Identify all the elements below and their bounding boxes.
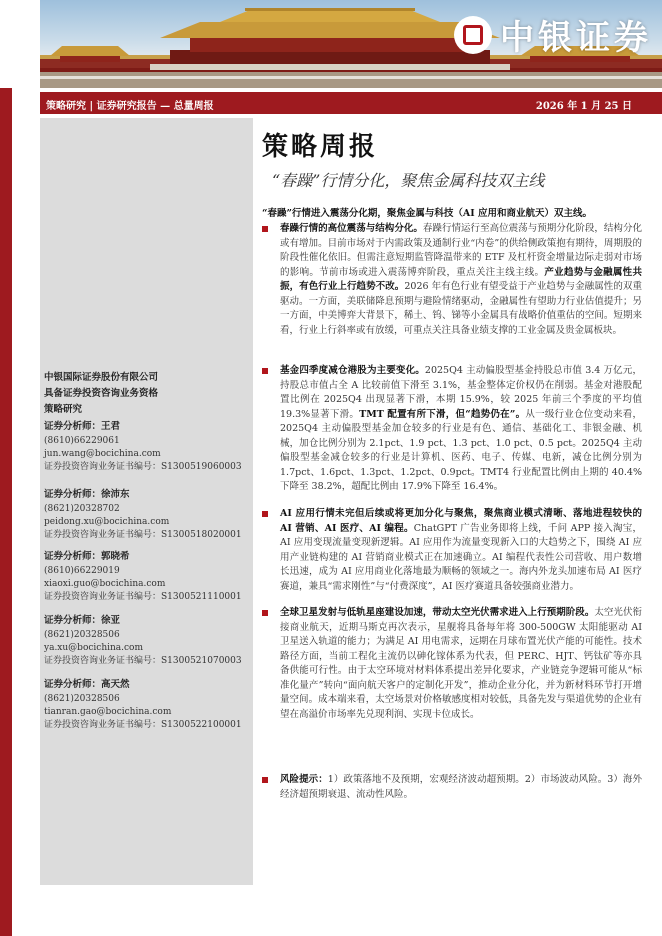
analyst-name: 证券分析师：徐亚 [44, 615, 121, 626]
analyst-name: 证券分析师：徐沛东 [44, 489, 130, 500]
top-left-blank [0, 0, 40, 88]
analyst-card [44, 488, 242, 542]
bullet-subheading: 产业趋势与金融属性共振，有色行业上行趋势不改。 [280, 266, 642, 292]
analyst-name: 证券分析师：王君 [44, 421, 121, 432]
report-title: 策略周报 [262, 132, 379, 162]
report-summary: “春躁”行情进入震荡分化期，聚焦金属与科技（AI 应用和商业航天）双主线。 [262, 208, 593, 219]
analyst-phone: (8610)66229061 [44, 436, 120, 446]
bullet-text: 2025Q4 主动偏股型基金持股总市值 3.4 万亿元，持股总市值占全 A 比较前值下滑至 3.1%，基金整体定价权仍在削弱。基金对港股配置比例在 2025Q4 出现显著下滑，本期 15.9%，较 2025 年前三个季度的平均值 19.3%显著下滑。 [280, 365, 642, 420]
bullet-square-icon [262, 777, 268, 783]
analyst-cert: 证券投资咨询业务证书编号：S1300521070003 [44, 656, 242, 666]
bullet-text: ChatGPT 广告业务即将上线，千问 APP 接入淘宝，AI 应用变现流量变现新逻辑。AI 应用作为流量变现新入口的大趋势之下，围绕 AI 应用产业链构建的 AI 营销商业模式正在加速确立。AI 编程代表性公司营收、用户数增长迅速，成为 AI 应用商业化落地最为顺畅的领域之一。海内外龙头加速布局 AI 医疗赛道，兼具“需求刚性”与“付费深度”，AI 医疗赛道具备较强商业潜力。 [280, 522, 642, 592]
analyst-card [44, 420, 242, 474]
sidebar [40, 118, 253, 885]
bullet-text-2: 2026 年有色行业有望受益于产业趋势与金融属性的双重驱动。一方面，美联储降息预期与避险情绪驱动，金融属性有望助力行业估值提升；另一方面，中美博弈大背景下，稀土、钨、锑等小金属具有战略价值重估的空间。短期来看，行业上行斜率或有放缓，可重点关注具备业绩支撑的工业金属及贵金属板块。 [280, 281, 642, 336]
brand-logo [454, 10, 652, 59]
analyst-card [44, 614, 242, 668]
analyst-name: 证券分析师：郭晓希 [44, 551, 130, 562]
bullet-text: 太空光伏衔接商业航天，近期马斯克再次表示，星舰将具备每年将 300-500GW 太阳能驱动 AI 卫星送入轨道的能力；为满足 AI 用电需求，远期在月球布置光伏产能的可能性。技术路径方面，当前工程化主流仍以砷化镓体系为代表，但 PERC、HJT、钙钛矿等亦具备供能可行性。由于太空环境对材料体系提出差异化要求，产业链竞争逻辑可能从“标准化量产”转向“面向航天客户的定制化开发”，推动企业分化，并为新材料环节打开增量空间。成本端来看，太空场景对价格敏感度相对较低，具备先发与渠道优势的企业有望在高溢价市场率先兑现利润、实现卡位成长。 [280, 607, 642, 720]
analyst-email[interactable]: tianran.gao@bocichina.com [44, 707, 172, 717]
header-strip [40, 92, 662, 114]
bullet-item [262, 507, 642, 594]
bullet-square-icon [262, 368, 268, 374]
analyst-phone: (8621)20328702 [44, 504, 120, 514]
risk-heading: 风险提示： [280, 774, 328, 785]
analyst-cert: 证券投资咨询业务证书编号：S1300521110001 [44, 592, 242, 602]
analyst-card [44, 550, 242, 604]
risk-text: 1）政策落地不及预期，宏观经济波动超预期。2）市场波动风险。3）海外经济超预期衰退、流动性风险。 [280, 774, 642, 800]
bullet-item [262, 606, 642, 722]
analyst-card [44, 678, 242, 732]
analyst-cert: 证券投资咨询业务证书编号：S1300519060003 [44, 462, 242, 472]
analyst-email[interactable]: xiaoxi.guo@bocichina.com [44, 579, 166, 589]
analyst-phone: (8610)66229019 [44, 566, 120, 576]
analyst-email[interactable]: ya.xu@bocichina.com [44, 643, 144, 653]
header-banner [40, 0, 662, 88]
bullet-heading: AI 应用行情未完但后续或将更加分化与聚焦，聚焦商业模式清晰、落地进程较快的 AI 营销、AI 医疗、AI 编程。 [280, 508, 642, 534]
report-date: 2026 年 1 月 25 日 [535, 101, 632, 112]
boc-logo-icon [454, 16, 492, 54]
org-name: 中银国际证券股份有限公司 [44, 372, 159, 383]
report-subtitle: “春躁”行情分化，聚焦金属科技双主线 [272, 171, 545, 190]
bullet-heading: 基金四季度减仓港股为主要变化。 [280, 365, 425, 376]
bullet-item [262, 222, 642, 338]
analyst-email[interactable]: jun.wang@bocichina.com [44, 449, 161, 459]
report-category: 策略研究 | 证券研究报告 — 总量周报 [46, 101, 214, 112]
org-info [44, 370, 158, 418]
bullet-heading: 全球卫星发射与低轨星座建设加速，带动太空光伏需求进入上行预期阶段。 [280, 607, 595, 618]
org-qualification: 具备证券投资咨询业务资格 [44, 388, 159, 399]
bullet-square-icon [262, 610, 268, 616]
analyst-phone: (8621)20328506 [44, 694, 120, 704]
bullet-subheading: TMT 配置有所下滑，但“趋势仍在”。 [359, 408, 526, 420]
org-department: 策略研究 [44, 404, 83, 415]
analyst-phone: (8621)20328506 [44, 630, 120, 640]
bullet-item-risk [262, 773, 642, 802]
brand-name: 中银证券 [500, 18, 652, 58]
bullet-text: 春躁行情运行至高位震荡与预期分化阶段，结构分化或有增加。目前市场对于内需政策及通制行业“内卷”的供给侧政策抱有期待，周期股的阶段性催化依旧。但需注意短期监管降温带来的 ETF 及杠杆资金增量边际走弱对市场的影响。节前市场或进入震荡博弈阶段，重点关注主线主线。 [280, 223, 642, 278]
analyst-email[interactable]: peidong.xu@bocichina.com [44, 517, 170, 527]
bullet-square-icon [262, 226, 268, 232]
bullet-heading: 春躁行情的高位震荡与结构分化。 [280, 223, 423, 234]
analyst-cert: 证券投资咨询业务证书编号：S1300522100001 [44, 720, 242, 730]
bullet-text-2: 从一级行业仓位变动来看，2025Q4 主动偏股型基金加仓较多的行业是有色、通信、基础化工、非银金融、机械，加仓比例分别为 2.1pct、1.9 pct、1.3 pct、1.0 pct、0.5 pct。2025Q4 主动偏股型基金减仓较多的行业是计算机、医药、电子、传媒、电新，减仓比例分别为 1.7pct、1.6pct、1.3pct、1.2pct、0.9pct。TMT4 行业配置比例由上期的 40.4%下降至 38.2%，超配比例由 17.9%下降至 16.4%。 [280, 408, 642, 492]
bullet-item [262, 364, 642, 495]
left-accent-bar [0, 88, 12, 936]
bullet-square-icon [262, 511, 268, 517]
analyst-name: 证券分析师：高天然 [44, 679, 130, 690]
analyst-cert: 证券投资咨询业务证书编号：S1300518020001 [44, 530, 242, 540]
